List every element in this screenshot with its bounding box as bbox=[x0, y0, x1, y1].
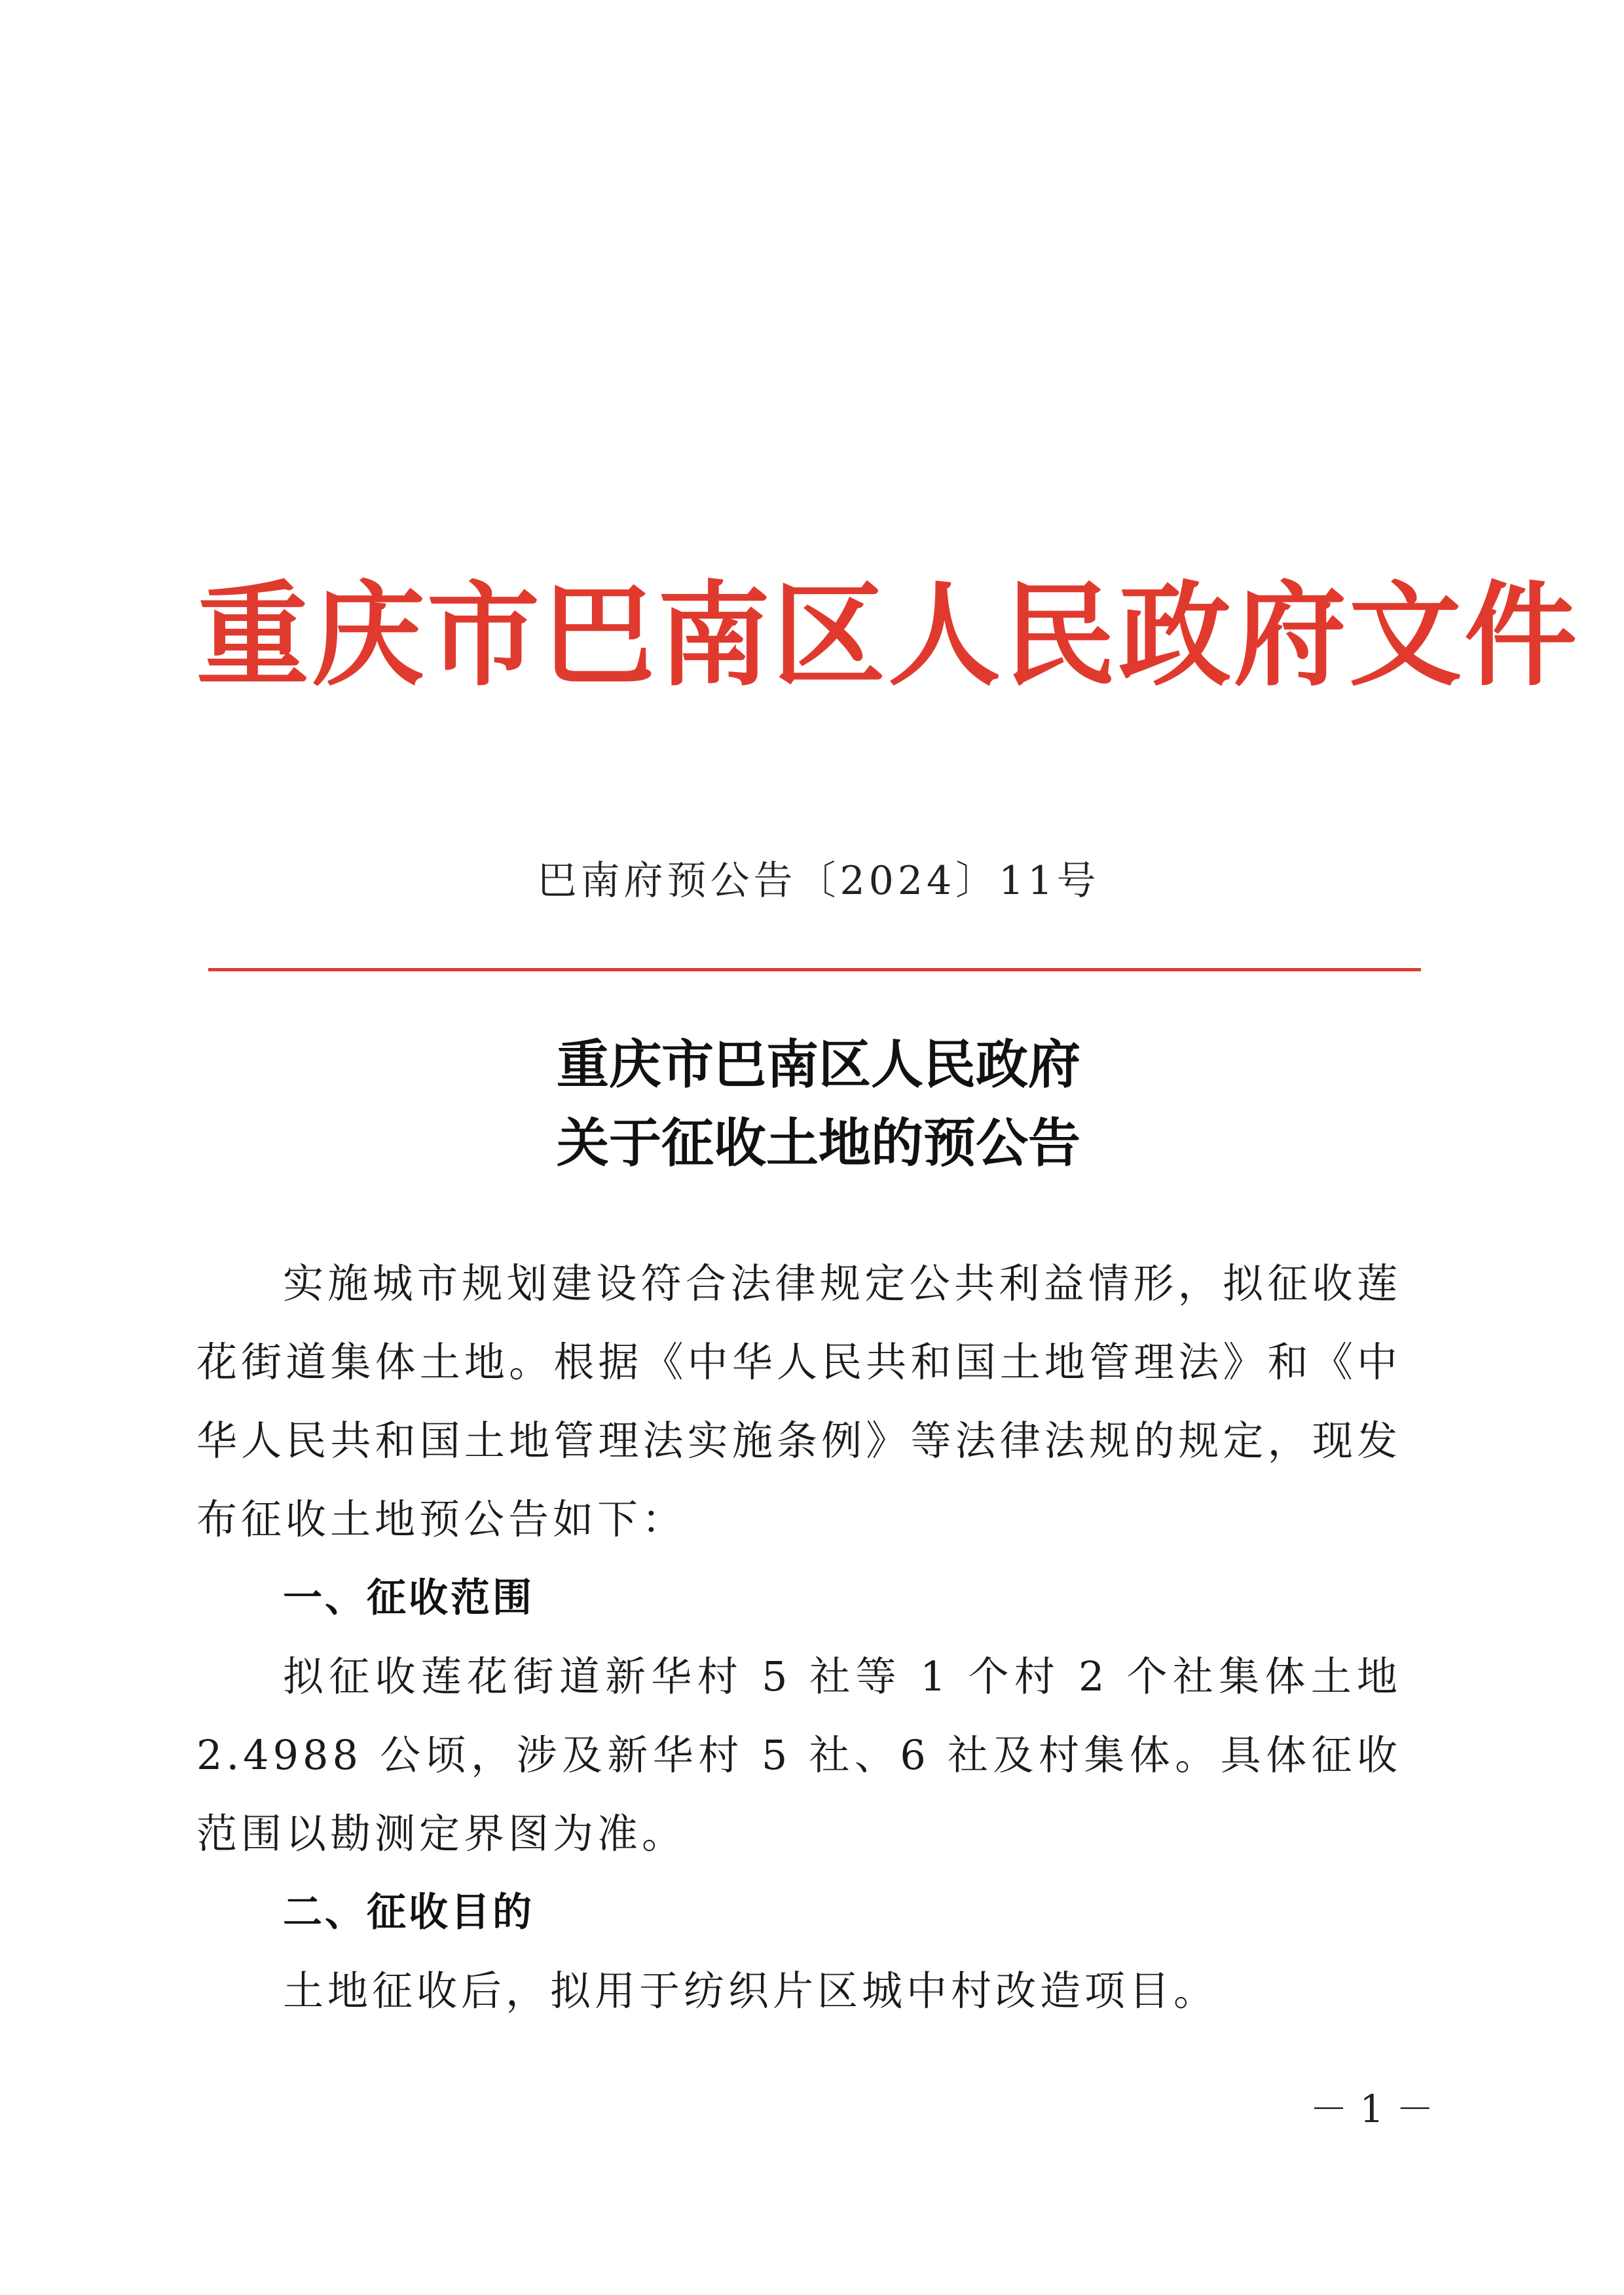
title-line-1: 重庆市巴南区人民政府 bbox=[557, 1034, 1080, 1095]
document-title bbox=[196, 1025, 1441, 1182]
title-line-2: 关于征收土地的预公告 bbox=[557, 1112, 1080, 1174]
section-2-paragraph: 土地征收后，拟用于纺织片区城中村改造项目。 bbox=[283, 1967, 1219, 2015]
section-2-heading: 二、征收目的 bbox=[283, 1890, 534, 1935]
issuer-banner: 重庆市巴南区人民政府文件 bbox=[196, 569, 1579, 701]
page-number: － 1 － bbox=[1310, 2087, 1434, 2131]
document-number: 巴南府预公告〔2024〕11号 bbox=[537, 858, 1100, 904]
intro-paragraph: 实施城市规划建设符合法律规定公共利益情形，拟征收莲花街道集体土地。根据《中华人民共和国土地管理法》和《中华人民共和国土地管理法实施条例》等法律法规的规定，现发布征收土地预公告如下： bbox=[196, 1259, 1401, 1543]
document-body bbox=[196, 1244, 1401, 2030]
section-1-paragraph: 拟征收莲花街道新华村 5 社等 1 个村 2 个社集体土地 2.4988 公顷，涉及新华村 5 社、6 社及村集体。具体征收范围以勘测定界图为准。 bbox=[196, 1652, 1401, 1857]
red-divider-line bbox=[208, 968, 1421, 971]
section-1-heading: 一、征收范围 bbox=[283, 1575, 534, 1621]
